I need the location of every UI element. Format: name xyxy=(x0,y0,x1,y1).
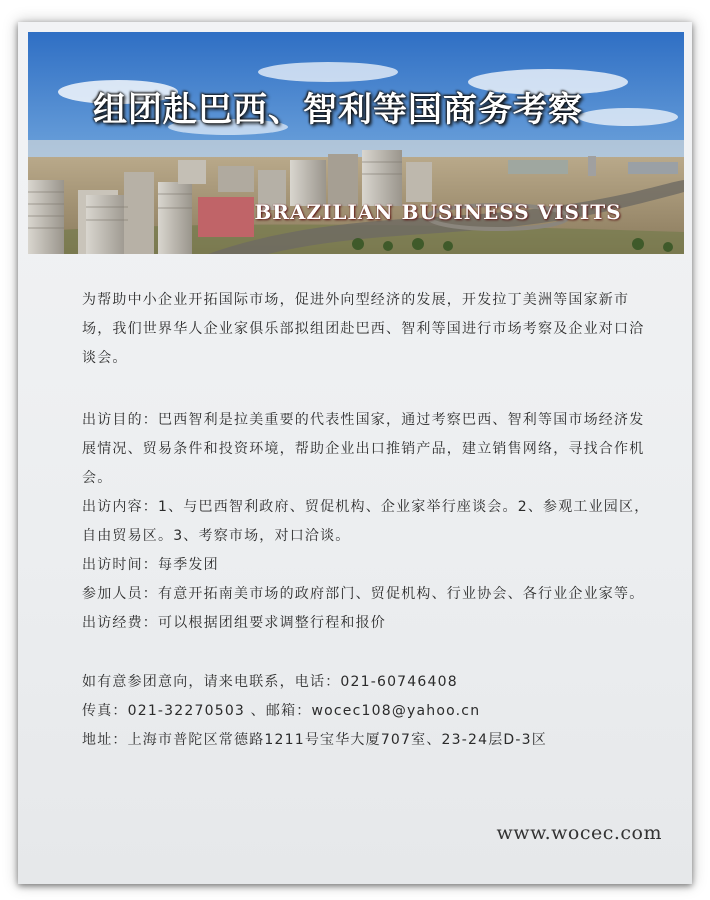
banner-title-en: BRAZILIAN BUSINESS VISITS xyxy=(254,200,622,224)
address-line: 地址：上海市普陀区常德路1211号宝华大厦707室、23-24层D-3区 xyxy=(82,732,547,748)
content-paragraph: 出访内容：1、与巴西智利政府、贸促机构、企业家举行座谈会。2、参观工业园区，自由贸易区。3、考察市场，对口洽谈。 xyxy=(82,499,650,544)
time-line: 出访时间：每季发团 xyxy=(82,557,219,573)
fax-email-line: 传真：021-32270503 、邮箱：wocec108@yahoo.cn xyxy=(82,703,481,719)
banner-image xyxy=(28,32,684,254)
phone-line: 如有意参团意向，请来电联系，电话：021-60746408 xyxy=(82,674,458,690)
purpose-paragraph: 出访目的：巴西智利是拉美重要的代表性国家，通过考察巴西、智利等国市场经济发展情况、贸易条件和投资环境，帮助企业出口推销产品，建立销售网络，寻找合作机会。 xyxy=(82,412,645,486)
cost-line: 出访经费：可以根据团组要求调整行程和报价 xyxy=(82,615,386,631)
intro-paragraph: 为帮助中小企业开拓国际市场，促进外向型经济的发展，开发拉丁美洲等国家新市场，我们世界华人企业家俱乐部拟组团赴巴西、智利等国进行市场考察及企业对口洽谈会。 xyxy=(82,292,645,366)
document-page xyxy=(18,22,692,884)
document-body xyxy=(82,286,652,755)
banner-title-cn: 组团赴巴西、智利等国商务考察 xyxy=(93,90,583,130)
participants-paragraph: 参加人员：有意开拓南美市场的政府部门、贸促机构、行业协会、各行业企业家等。 xyxy=(82,586,645,602)
website-link[interactable]: www.wocec.com xyxy=(496,822,662,844)
